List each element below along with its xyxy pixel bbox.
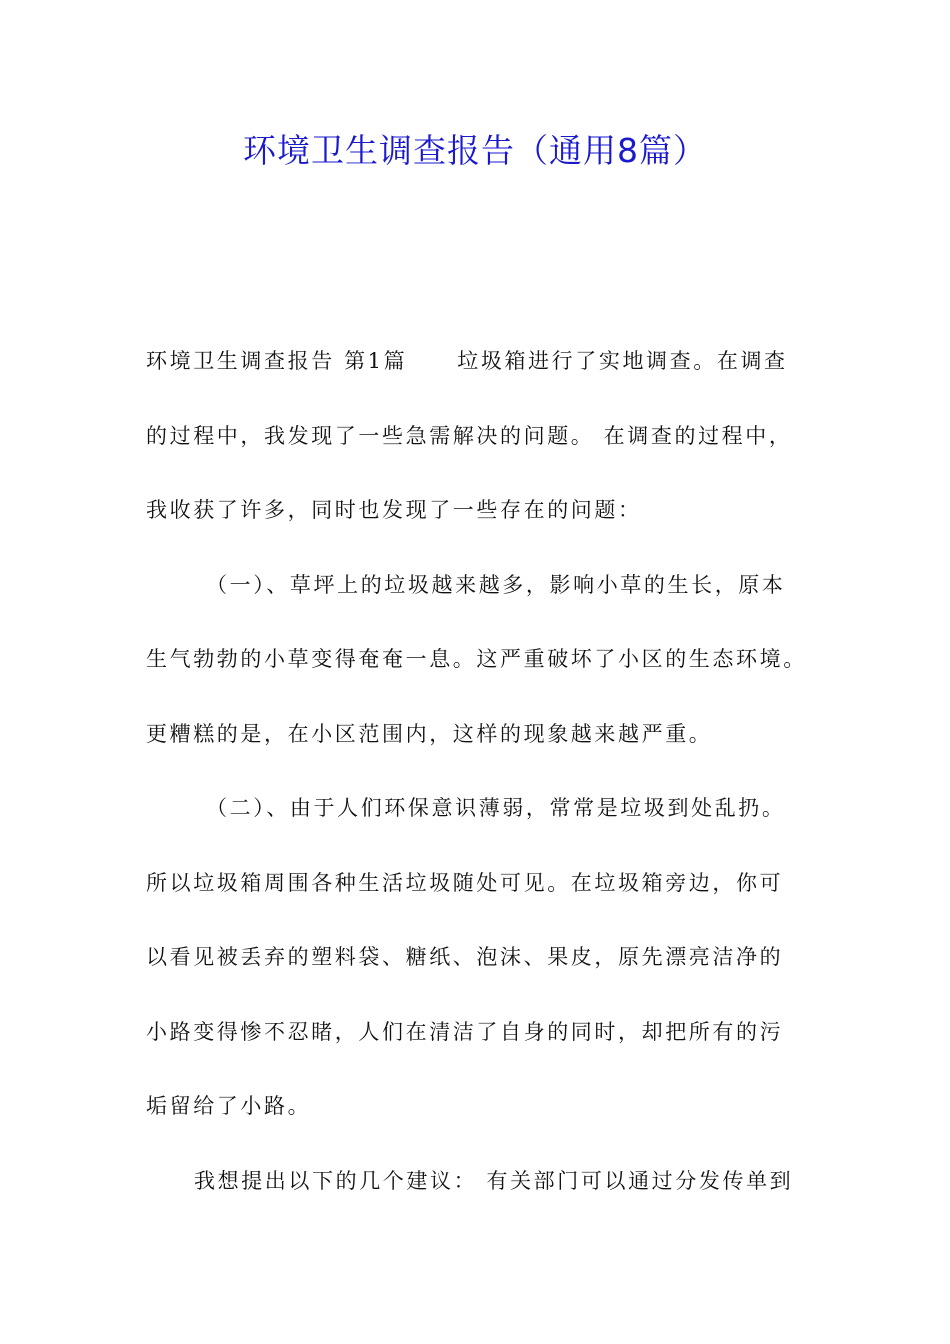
paragraph-line: 我想提出以下的几个建议： 有关部门可以通过分发传单到 [194,1168,794,1193]
paragraph-line: （一）、草坪上的垃圾越来越多，影响小草的生长，原本 [206,572,786,597]
paragraph-line: 小路变得惨不忍睹，人们在清洁了自身的同时，却把所有的污 [146,1019,784,1044]
paragraph-line: 垢留给了小路。 [146,1094,312,1118]
paragraph-text: 垃圾箱进行了实地调查。在调查 [457,349,788,373]
paragraph-line: 生气勃勃的小草变得奄奄一息。这严重破坏了小区的生态环境。 [146,647,807,671]
section-heading: 环境卫生调查报告 第1篇 [146,349,408,373]
document-title: 环境卫生调查报告（通用8篇） [243,131,707,170]
paragraph-line: 所以垃圾箱周围各种生活垃圾随处可见。在垃圾箱旁边，你可 [146,870,784,895]
paragraph-line: 我收获了许多，同时也发现了一些存在的问题： [146,498,642,522]
paragraph-line: 更糟糕的是，在小区范围内，这样的现象越来越严重。 [146,721,713,746]
paragraph-line: 的过程中，我发现了一些急需解决的问题。 在调查的过程中， [146,423,793,448]
paragraph-line: 以看见被丢弃的塑料袋、糖纸、泡沫、果皮，原先漂亮洁净的 [146,945,784,969]
paragraph-line: （二）、由于人们环保意识薄弱，常常是垃圾到处乱扔。 [206,796,786,820]
document-body [146,336,836,1230]
paragraph-line [146,336,836,411]
